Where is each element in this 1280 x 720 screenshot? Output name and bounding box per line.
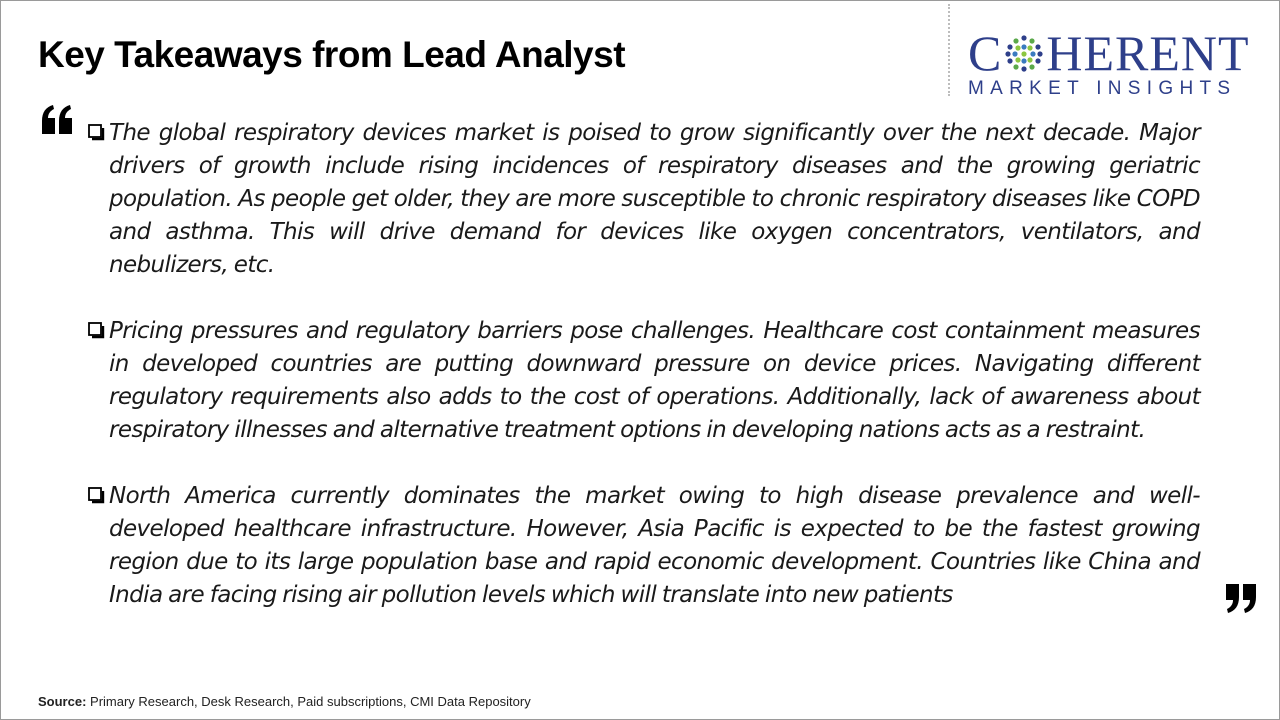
logo-tagline: MARKET INSIGHTS (968, 78, 1237, 99)
list-item (88, 315, 1200, 447)
checkbox-bullet-icon (88, 322, 105, 339)
list-item (88, 480, 1200, 612)
logo-wordmark (968, 25, 1260, 81)
list-item (88, 117, 1200, 282)
checkbox-bullet-icon (88, 124, 105, 141)
logo-globe-icon (1004, 33, 1044, 73)
logo-divider (948, 4, 950, 96)
takeaway-text: The global respiratory devices market is poised to grow significantly over the next decade. Major drivers of growth include rising incidences of respiratory diseases and the growing geriatric population. As people get older, they are more susceptible to chronic respiratory diseases like COPD and asthma. This will drive demand for devices like oxygen concentrators, ventilators, and nebulizers, etc. (109, 120, 1200, 278)
logo-text-left: C (968, 25, 1003, 81)
takeaway-text: Pricing pressures and regulatory barriers pose challenges. Healthcare cost containment measures in developed countries are putting downward pressure on device prices. Navigating different regulatory requirements also adds to the cost of operations. Additionally, lack of awareness about respiratory illnesses and alternative treatment options in developing nations acts as a restraint. (109, 318, 1200, 443)
source-note (38, 694, 531, 709)
takeaway-text: North America currently dominates the market owing to high disease prevalence and well-developed healthcare infrastructure. However, Asia Pacific is expected to be the fastest growing region due to its large population base and rapid economic development. Countries like China and India are facing rising air pollution levels which will translate into new patients (109, 483, 1200, 608)
quote-close-icon (1224, 584, 1258, 614)
source-label: Source: (38, 694, 87, 709)
takeaways-list (88, 117, 1200, 645)
page-title: Key Takeaways from Lead Analyst (38, 34, 626, 75)
quote-open-icon (40, 104, 74, 134)
logo-text-right: HERENT (1046, 25, 1250, 81)
company-logo (968, 25, 1260, 100)
source-text: Primary Research, Desk Research, Paid subscriptions, CMI Data Repository (86, 694, 531, 709)
checkbox-bullet-icon (88, 487, 105, 504)
